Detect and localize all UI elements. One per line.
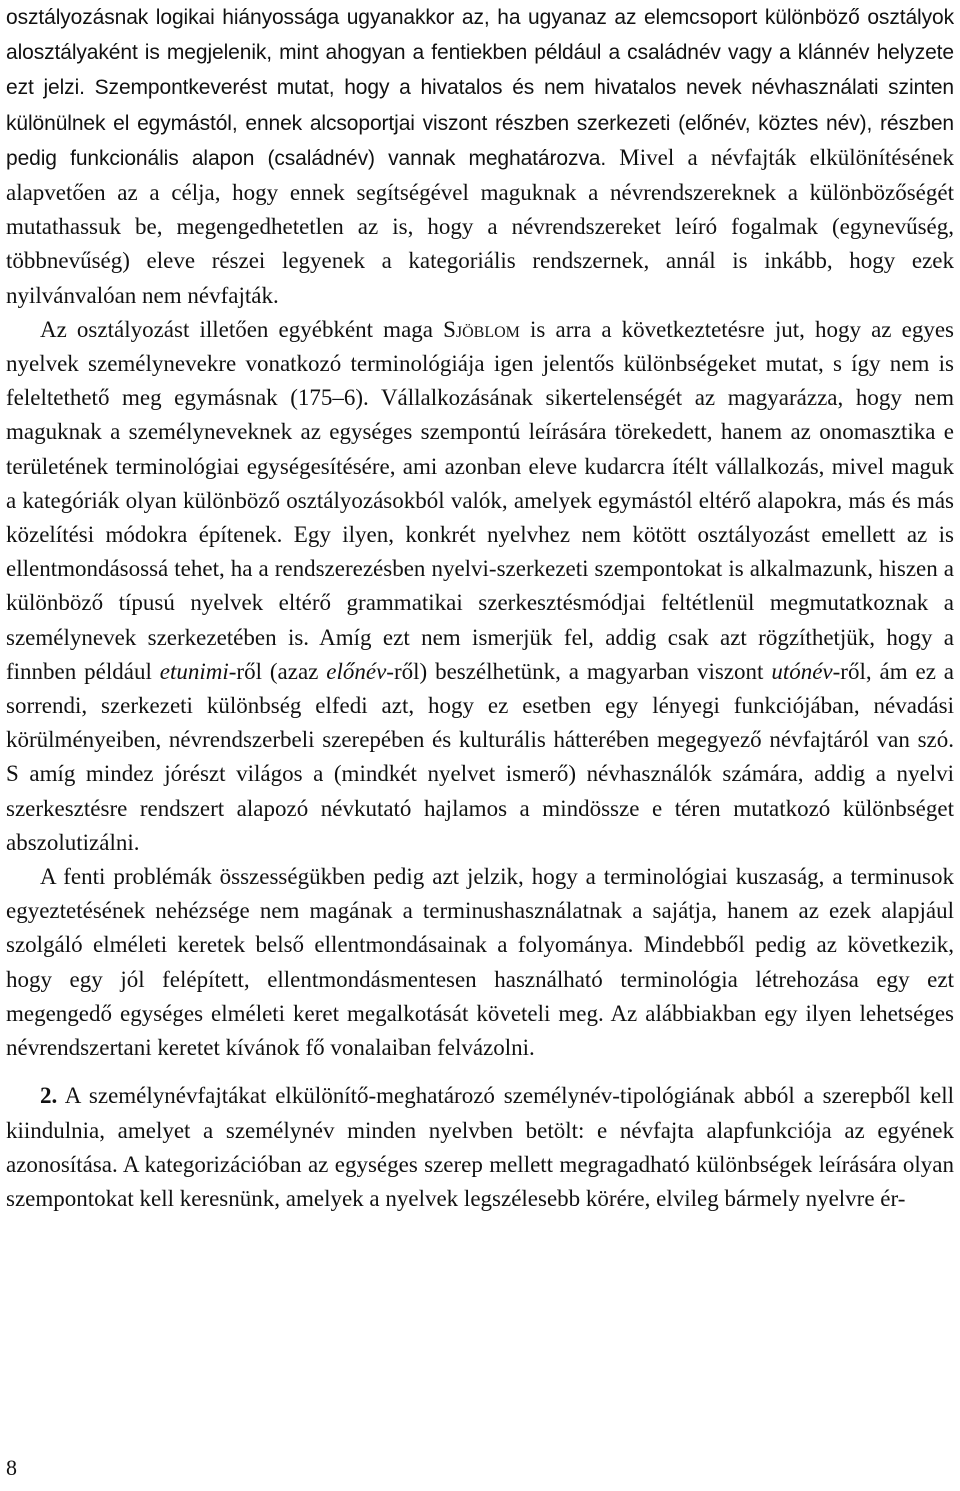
page-number: 8 xyxy=(6,1455,17,1480)
author-name-sjoblom: Sjöblom xyxy=(443,316,520,342)
paragraph-3: A fenti problémák összességükben pedig azt jelzik, hogy a terminológiai kuszaság, a terminusok egyeztetésének nehézsége nem magának a terminushasználatnak a sajátja, hanem az ezek alapjául szolgáló elméleti keretek belső ellentmondásainak a folyománya. Mindebből pedig az következik, hogy egy jól felépített, ellentmondásmentesen használható terminológia létrehozása egy ezt megengedő egységes elméleti keret megalkotását követeli meg. Az alábbiakban egy ilyen lehetséges névrendszertani keretet kívánok fő vonalaiban felvázolni. xyxy=(6,864,954,1061)
paragraph-1-sans-text: osztályozásnak logikai hiányossága ugyanakkor az, ha ugyanaz az elemcsoport különböző osztályok alosztályaként is megjelenik, mint ahogyan a fentiekben például a családnév vagy a klánnév helyzete ezt jelzi. Szempontkeverést mutat, hogy a hivatalos és nem hivatalos nevek névhasználati szinten különülnek el egymástól, ennek alcsoportjai viszont részben szerkezeti (előnév, köztes név), részben pedig funkcionális alapon (családnév) vannak meghatározva. xyxy=(6,6,954,170)
term-utonev: utónév xyxy=(771,658,833,684)
document-page xyxy=(6,0,954,1216)
term-etunimi: etunimi xyxy=(159,658,229,684)
paragraph-2-text-1: Az osztályozást illetően egyébként maga xyxy=(40,316,444,342)
paragraph-2 xyxy=(6,313,954,860)
term-elonev: előnév xyxy=(326,658,387,684)
section-gap xyxy=(6,1065,954,1079)
paragraph-4-text: A személynévfajtákat elkülönítő-meghatározó személynév-tipológiának abból a szerepből kell kiindulnia, amelyet a személynév minden nyelvben betölt: e névfajta alapfunkciója az egyének azonosítása. A kategorizációban az egységes szerep mellett megragadható különbségek leírására olyan szempontokat kell keresnünk, amelyek a nyelvek legszélesebb körére, elvileg bármely nyelvre ér- xyxy=(6,1083,954,1211)
paragraph-4 xyxy=(6,1079,954,1216)
paragraph-1 xyxy=(6,0,954,313)
section-number: 2. xyxy=(40,1083,58,1109)
paragraph-2-text-4: -ről) beszélhetünk, a magyarban viszont xyxy=(386,658,772,684)
paragraph-2-text-3: -ről (azaz xyxy=(228,658,327,684)
paragraph-2-text-5: -ről, ám ez a sorrendi, szerkezeti különbség elfedi azt, hogy ez esetben egy lényegi funkciójában, névadási körülményeiben, névrendszerbeli szerepében és kulturális hátterében megegyező névfajtáról van szó. S amíg mindez jórészt világos a (mindkét nyelvet ismerő) névhasználók számára, addig a nyelvi szerkesztésre rendszert alapozó névkutató hajlamos a mindössze e téren mutatkozó különbséget abszolutizálni. xyxy=(6,658,955,855)
paragraph-1-serif-text: Mivel a névfajták elkülönítésének alapvetően az a célja, hogy ennek segítségével maguknak a névrendszereknek a különbözőségét mutathassuk be, megengedhetetlen az is, hogy a névrendszereket leíró fogalmak (egynevűség, többnevűség) eleve részei legyenek a kategoriális rendszernek, annál is inkább, hogy ezek nyilvánvalóan nem névfajták. xyxy=(6,144,954,308)
paragraph-2-text-2: is arra a következtetésre jut, hogy az egyes nyelvek személynevekre vonatkozó terminológiája igen jelentős különbségeket mutat, s így nem is feleltethető meg egymásnak (175–6). Vállalkozásának sikertelenségét az magyarázza, hogy nem maguknak a személyneveknek az egységes szempontú leírására törekedett, hanem az onomasztika e területének terminológiai egységesítésére, ami azonban eleve kudarcra ítélt vállalkozás, mivel maguk a kategóriák olyan különböző osztályozásokból valók, amelyek egymástól eltérő alapokra, más és más közelítési módokra építenek. Egy ilyen, konkrét nyelvhez nem kötött osztályozást emellett az is ellentmondásossá tehet, ha a rendszerezésben nyelvi-szerkezeti szempontokat is alkalmazunk, hiszen a különböző típusú nyelvek eltérő grammatikai szerkesztésmódjai feltétlenül megmutatkoznak a személynevek szerkezetében is. Amíg ezt nem ismerjük fel, addig csak azt rögzíthetjük, hogy a finnben például xyxy=(6,316,954,684)
